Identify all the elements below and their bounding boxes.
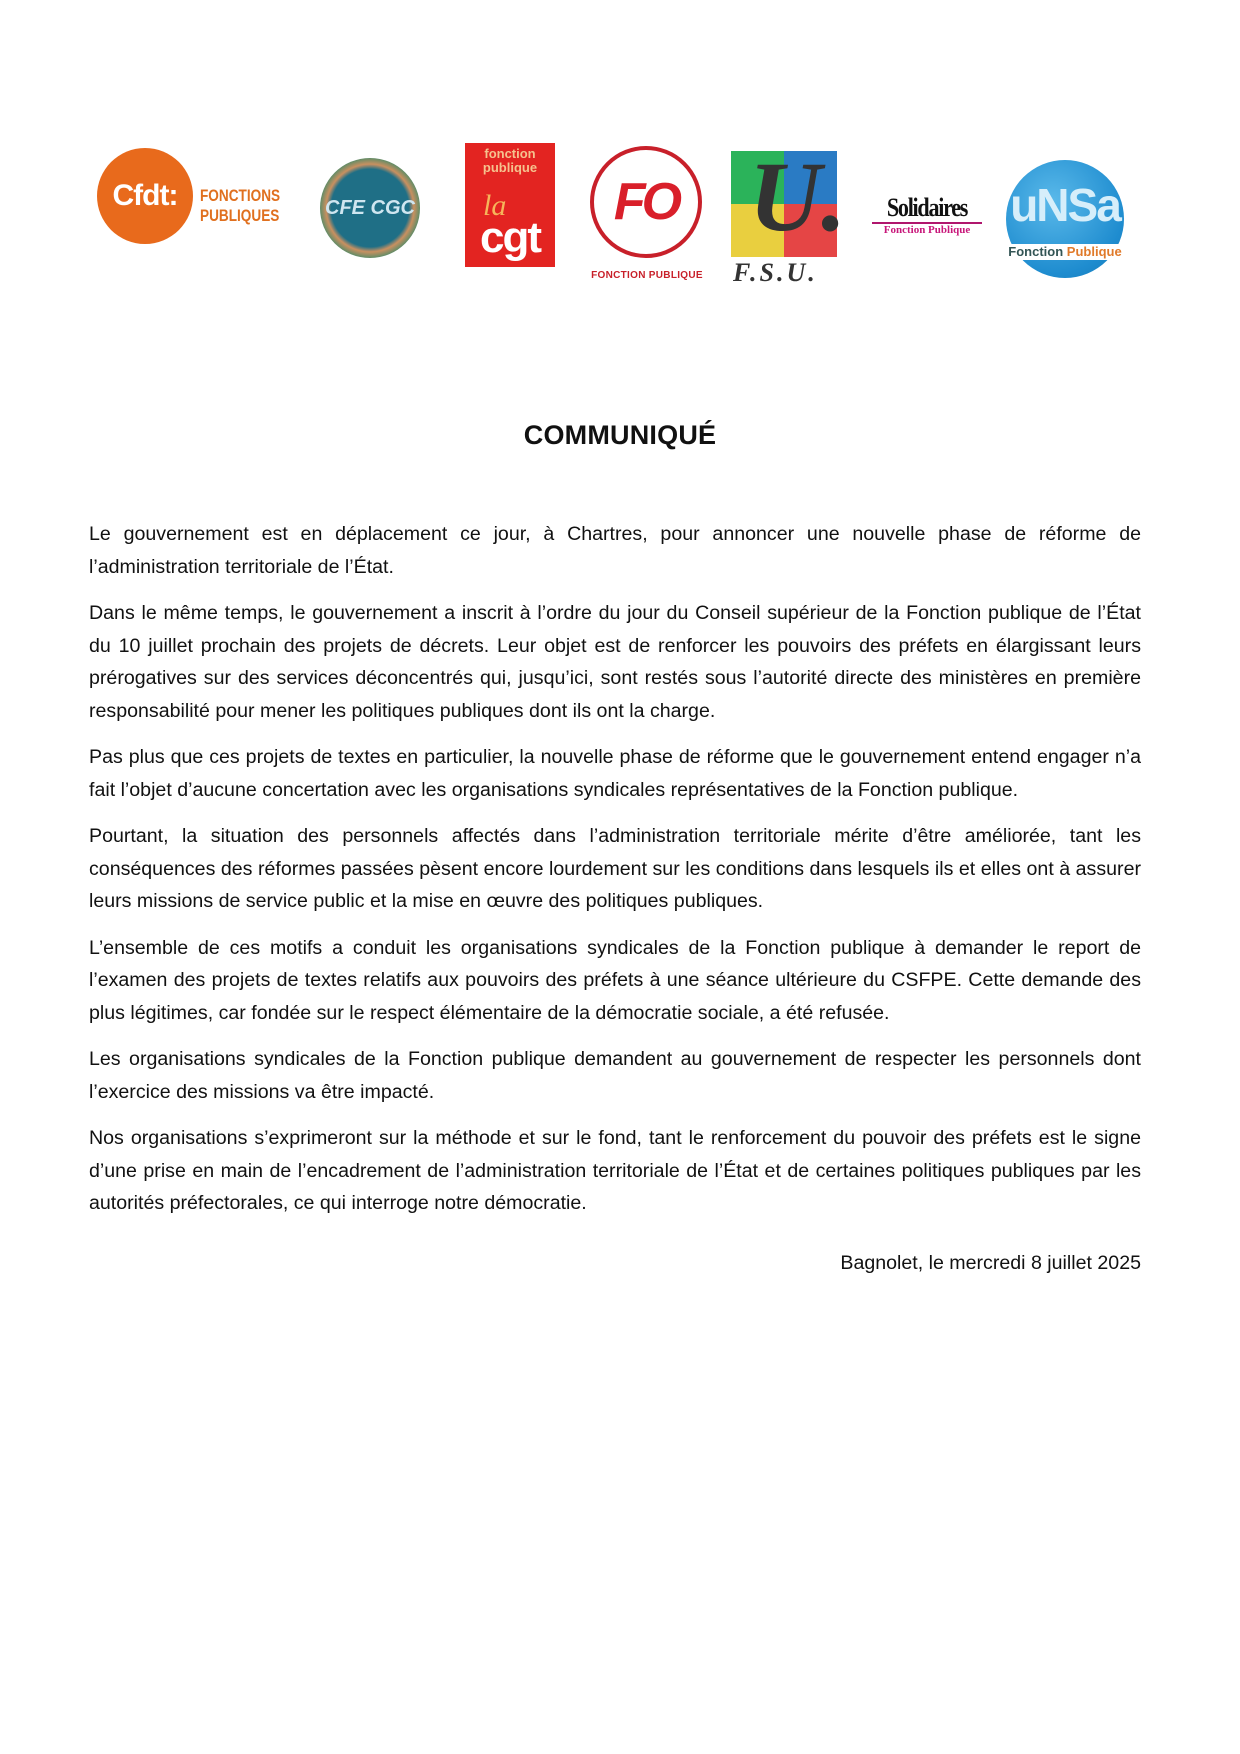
cfe-cgc-logo: CFE CGC — [320, 158, 420, 258]
paragraph: Les organisations syndicales de la Fonction publique demandent au gouvernement de respecter les personnels dont l’exercice des missions va être impacté. — [89, 1048, 1141, 1103]
solidaires-logo: Solidaires Fonction Publique — [872, 195, 982, 236]
paragraph: Dans le même temps, le gouvernement a inscrit à l’ordre du jour du Conseil supérieur de la Fonction publique de l’État du 10 juillet prochain des projets de décrets. Leur objet est de renforcer les pouvoirs des préfets en élargissant leurs prérogatives sur des services déconcentrés qui, jusqu’ici, sont restés sous l’autorité directe des ministères en première responsabilité pour mener les politiques publiques dont ils ont la charge. — [89, 602, 1141, 722]
paragraph: Pourtant, la situation des personnels affectés dans l’administration territoriale mérite d’être améliorée, tant les conséquences des réformes passées pèsent encore lourdement sur les conditions dans lesquels ils et elles ont à assurer leurs missions de service public et la mise en œuvre des politiques publiques. — [89, 825, 1141, 912]
page-title: COMMUNIQUÉ — [523, 420, 717, 450]
communique-body — [89, 518, 1141, 1234]
paragraph: L’ensemble de ces motifs a conduit les organisations syndicales de la Fonction publique à demander le report de l’examen des projets de textes relatifs aux pouvoirs des préfets à une séance ultérieure du CSFPE. Cette demande des plus légitimes, car fondée sur le respect élémentaire de la démocratie sociale, a été refusée. — [89, 936, 1141, 1024]
place-and-date-signature: Bagnolet, le mercredi 8 juillet 2025 — [840, 1252, 1141, 1274]
fo-logo-subtitle: FONCTION PUBLIQUE — [591, 270, 703, 281]
paragraph: Le gouvernement est en déplacement ce jour, à Chartres, pour annoncer une nouvelle phase de réforme de l’administration territoriale de l’État. — [89, 523, 1141, 578]
fsu-logo-mark: U. — [731, 151, 837, 257]
union-logos-header — [0, 0, 1240, 300]
paragraph: Pas plus que ces projets de textes en particulier, la nouvelle phase de réforme que le gouvernement entend engager n’a fait l’objet d’aucune concertation avec les organisations syndicales représentatives de la Fonction publique. — [89, 746, 1141, 801]
fsu-logo-subtitle: F.S.U. — [733, 258, 818, 287]
unsa-logo-subtitle: Fonction Publique — [998, 244, 1132, 260]
cfdt-logo-text: FONCTIONS PUBLIQUES — [200, 186, 281, 225]
cfdt-logo-mark: Cfdt: — [97, 148, 193, 244]
paragraph: Nos organisations s’exprimeront sur la méthode et sur le fond, tant le renforcement du pouvoir des préfets est le signe d’une prise en main de l’encadrement de l’administration territoriale de l’État et de certaines politiques publiques par les autorités préfectorales, ce qui interroge notre démocratie. — [89, 1127, 1141, 1214]
unsa-logo: uNSa Fonction Publique — [1006, 160, 1124, 278]
cgt-logo: fonction publique la cgt — [465, 143, 555, 267]
fo-logo-mark: FO — [590, 146, 702, 258]
